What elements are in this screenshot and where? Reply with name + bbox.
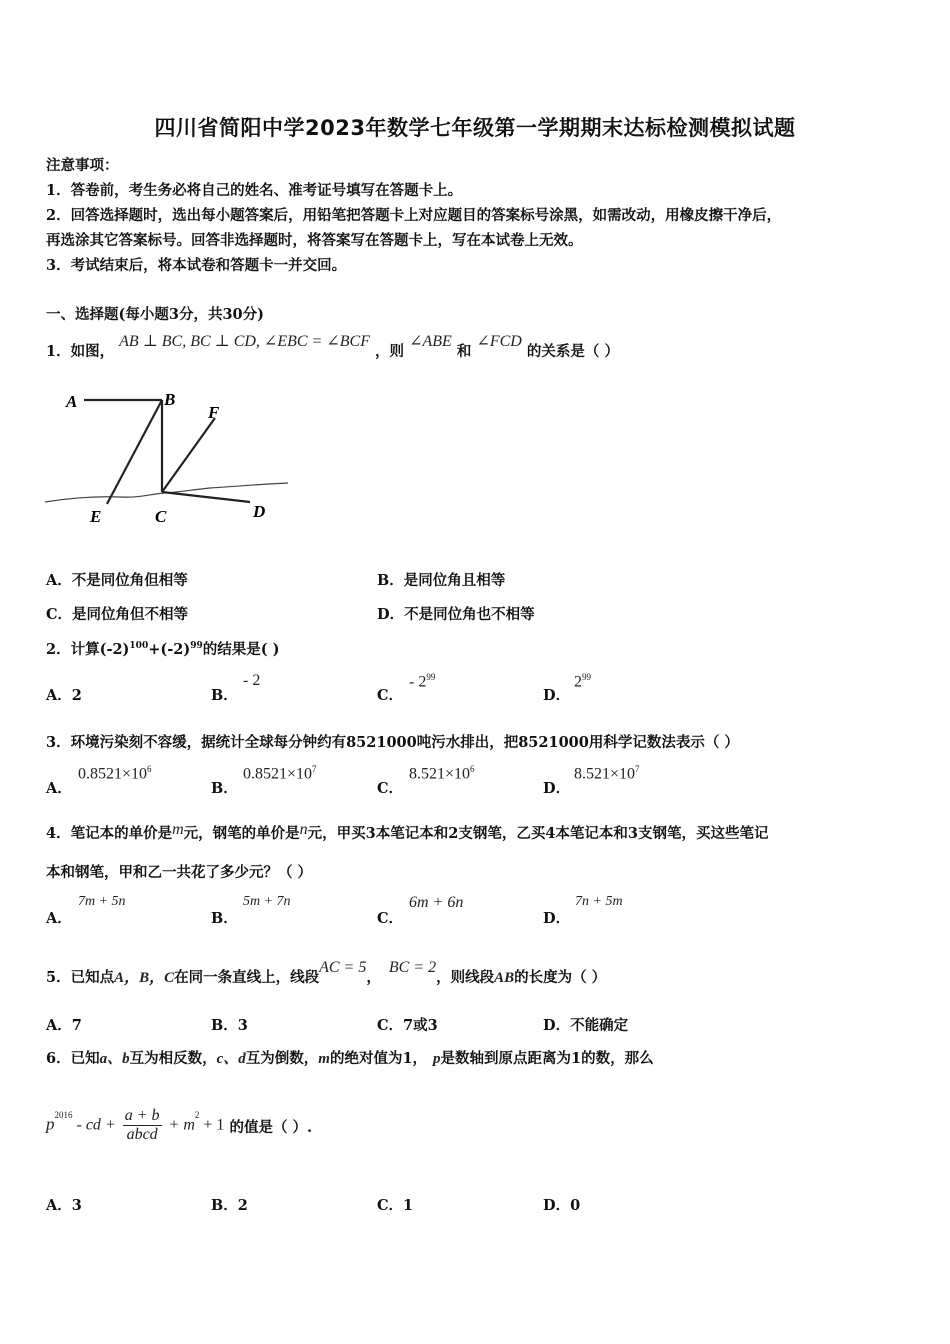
q5-option-d: D．不能确定	[543, 1017, 629, 1034]
q1-prefix: 1．如图，	[46, 343, 115, 360]
notice-item: 1．答卷前，考生务必将自己的姓名、准考证号填写在答题卡上。	[46, 182, 463, 199]
label-e: E	[90, 507, 102, 526]
notice-item: 3．考试结束后，将本试卷和答题卡一并交回。	[46, 257, 347, 274]
q4-option-c-value: 6m + 6n	[409, 894, 464, 911]
q1-angle2: ∠FCD	[476, 333, 522, 350]
q6-option-d: D．0	[543, 1197, 581, 1214]
q2-option-d: D．	[543, 687, 571, 704]
label-b: B	[164, 390, 176, 409]
question-5-stem: 5．已知点A，B，C在同一条直线上，线段AC = 5，BC = 2，则线段AB的长度为（ ）	[46, 959, 607, 986]
q4-option-a-value: 7m + 5n	[78, 894, 126, 909]
q3-option-d: D．	[543, 780, 571, 797]
q1-suffix: 的关系是（ ）	[526, 343, 619, 360]
q5-option-c: C．7或3	[377, 1017, 438, 1034]
q4-option-c: C．	[377, 910, 404, 927]
q6-option-b: B．2	[211, 1197, 248, 1214]
q1-option-c: C．是同位角但不相等	[46, 606, 189, 623]
notice-heading: 注意事项：	[46, 157, 119, 174]
question-6-stem: 6．已知a、b互为相反数，c、d互为倒数，m的绝对值为1， p是数轴到原点距离为1的数，那么	[46, 1050, 654, 1067]
q3-option-c: C．	[377, 780, 404, 797]
q2-option-d-value: $2^{99}$	[574, 672, 591, 691]
q3-option-b-value: $0.8521\times 10^7$	[243, 764, 317, 783]
geometry-figure	[40, 380, 295, 530]
q1-option-b: B．是同位角且相等	[377, 572, 506, 589]
q4-option-d-value: 7n + 5m	[575, 894, 623, 909]
question-4-stem-line2: 本和钢笔，甲和乙一共花了多少元？（ ）	[46, 864, 313, 881]
question-3-stem: 3．环境污染刻不容缓，据统计全球每分钟约有8521000吨污水排出，把8521000用科学记数法表示（ ）	[46, 734, 739, 751]
q1-angle1: ∠ABE	[409, 333, 452, 350]
segment-cf	[162, 418, 215, 492]
segment-cd	[162, 492, 250, 502]
q4-option-b: B．	[211, 910, 238, 927]
label-a: A	[66, 392, 78, 411]
q6-option-a: A．3	[46, 1197, 82, 1214]
q6-option-c: C．1	[377, 1197, 414, 1214]
notice-item: 2．回答选择题时，选出每小题答案后，用铅笔把答题卡上对应题目的答案标号涂黑，如需改动，用橡皮擦干净后，	[46, 207, 782, 224]
page-title: 四川省简阳中学2023年数学七年级第一学期期末达标检测模拟试题	[154, 116, 796, 140]
q3-option-d-value: $8.521\times 10^7$	[574, 764, 640, 783]
q4-option-a: A．	[46, 910, 72, 927]
notice-item: 再选涂其它答案标号。回答非选择题时，将答案写在答题卡上，写在本试卷上无效。	[46, 232, 583, 249]
label-c: C	[155, 507, 167, 526]
q2-option-b-value: - 2	[243, 672, 261, 689]
q4-option-b-value: 5m + 7n	[243, 894, 291, 909]
q1-option-a: A．不是同位角但相等	[46, 572, 188, 589]
fraction: $\frac{a + b}{\text{abcd}}$	[124, 1107, 160, 1143]
q2-option-a: A．2	[46, 687, 82, 704]
question-1-stem	[46, 330, 619, 360]
q5-option-b: B．3	[211, 1017, 248, 1034]
q2-option-b: B．	[211, 687, 238, 704]
label-d: D	[253, 502, 266, 521]
label-f: F	[208, 403, 220, 422]
q3-option-b: B．	[211, 780, 238, 797]
q2-option-c: C．	[377, 687, 404, 704]
section-heading: 一、选择题(每小题3分，共30分)	[46, 306, 264, 323]
segment-be	[107, 400, 162, 504]
question-6-expression: $p^{2016}$ - cd + $\frac{a + b}{\text{abcd}}$ + $m^2 + 1$ 的值是（ ）.	[46, 1107, 313, 1143]
q2-option-c-value: - $2^{99}$	[409, 672, 436, 691]
q3-option-c-value: $8.521\times 10^6$	[409, 764, 475, 783]
q3-option-a: A．	[46, 780, 72, 797]
q3-option-a-value: $0.8521\times 10^6$	[78, 764, 152, 783]
q1-condition: AB ⊥ BC, BC ⊥ CD, ∠EBC = ∠BCF	[119, 333, 370, 350]
question-2-stem: 2．计算$(-2)^{100}+(-2)^{99}$的结果是( )	[46, 641, 280, 658]
question-4-stem: 4．笔记本的单价是m元，钢笔的单价是n元，甲买3本笔记本和2支钢笔，乙买4本笔记本和3支钢笔，买这些笔记	[46, 821, 769, 842]
q1-option-d: D．不是同位角也不相等	[377, 606, 535, 623]
q4-option-d: D．	[543, 910, 571, 927]
q1-mid2: 和	[456, 343, 472, 360]
q1-mid1: ，则	[375, 343, 405, 360]
q5-option-a: A．7	[46, 1017, 82, 1034]
